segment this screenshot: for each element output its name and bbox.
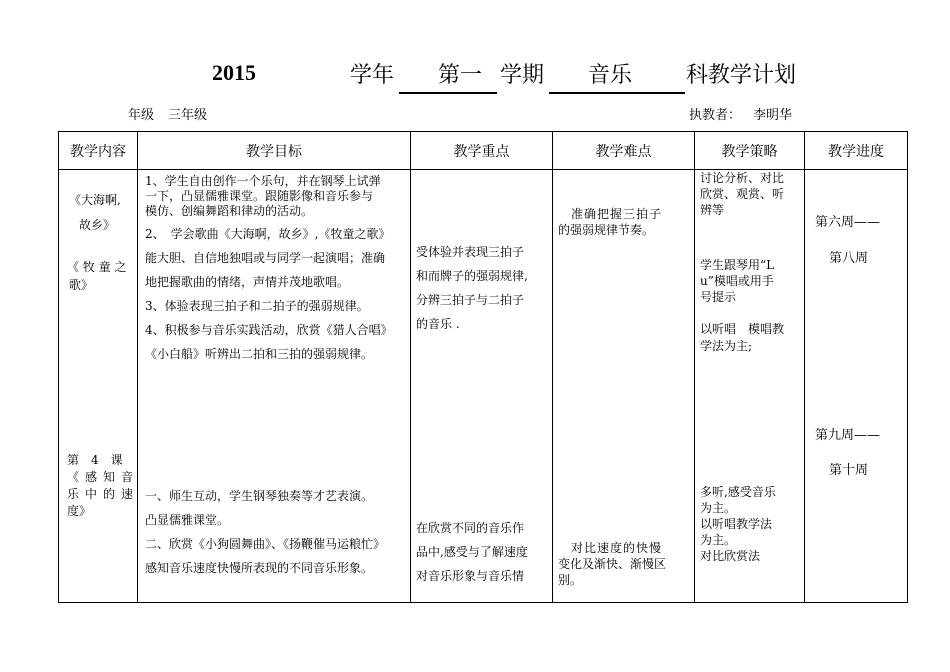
strategy1-line3: 辨等 — [700, 203, 725, 217]
strategy4-line5: 对比欣赏法 — [700, 549, 761, 563]
focus1-line1: 受体验并表现三拍子 — [416, 245, 525, 259]
grade-label: 年级 — [128, 108, 155, 123]
focus1-line3: 分辨三拍子与二拍子 — [416, 293, 525, 307]
title-subject: 音乐 — [588, 63, 633, 88]
title-suffix: 科教学计划 — [686, 63, 797, 88]
content-unit2-line1: 《 牧 童 之 — [67, 260, 127, 274]
content-unit3-line2: 《感知音 — [67, 470, 140, 484]
focus2-line2: 品中,感受与了解速度 — [416, 545, 528, 559]
teacher-name: 李明华 — [753, 108, 793, 123]
grade-value: 三年级 — [168, 108, 208, 123]
goal3: 3、体验表现三拍子和二拍子的强弱规律。 — [145, 299, 369, 313]
strategy-cell — [695, 170, 805, 603]
goal4-line1: 4、积极参与音乐实践活动，欣赏《猎人合唱》 — [145, 323, 393, 337]
teacher-label: 执教者： — [689, 108, 742, 123]
focus1-line4: 的音乐 . — [416, 317, 460, 331]
col-header-progress: 教学进度 — [805, 132, 908, 170]
strategy4-line4: 为主。 — [700, 533, 737, 547]
progress2-end: 第十周 — [829, 463, 869, 478]
strategy1-line1: 讨论分析、对比 — [700, 171, 785, 185]
goal5-line2: 凸显儒雅课堂。 — [145, 513, 230, 527]
col-header-goals: 教学目标 — [138, 132, 411, 170]
col-header-focus: 教学重点 — [411, 132, 553, 170]
strategy3-line2: 学法为主; — [700, 339, 753, 353]
difficulty2-line1: 对比速度的快慢 — [558, 541, 663, 555]
focus-cell — [411, 170, 553, 603]
goals-cell — [138, 170, 411, 603]
teaching-plan-table — [58, 131, 908, 603]
progress1-end: 第八周 — [829, 251, 869, 266]
strategy4-line2: 为主。 — [700, 501, 737, 515]
focus2-line3: 对音乐形象与音乐情 — [416, 569, 525, 583]
content-unit1-line2: 故乡》 — [79, 218, 116, 232]
title-school-year: 学年 — [350, 63, 395, 88]
goal1-line1: 1、学生自由创作一个乐句，并在钢琴上试弹 — [145, 174, 381, 188]
goal2-line3: 地把握歌曲的情绪，声情并茂地歌唱。 — [145, 275, 350, 289]
goal6-line2: 感知音乐速度快慢所表现的不同音乐形象。 — [145, 561, 374, 575]
focus1-line2: 和而牌子的强弱规律, — [416, 269, 528, 283]
table-header-row — [59, 132, 908, 170]
goal6-line1: 二、欣赏《小狗圆舞曲》、《扬鞭催马运粮忙》 — [145, 537, 386, 551]
strategy3-line1: 以听唱 模唱教 — [700, 322, 785, 336]
progress2-start: 第九周—— — [815, 428, 881, 443]
goal2-line2: 能大胆、自信地独唱或与同学一起演唱；准确 — [145, 251, 386, 265]
difficulty2-line3: 别。 — [558, 573, 583, 587]
goal1-line2: 一下，凸显儒雅课堂。跟随影像和音乐参与 — [145, 189, 374, 203]
difficulty1-line2: 的强弱规律节奏。 — [558, 223, 655, 237]
strategy4-line1: 多听,感受音乐 — [700, 485, 776, 499]
content-unit2-line2: 歌》 — [69, 278, 94, 292]
content-unit3-line1: 第 4 课 — [67, 453, 123, 467]
strategy4-line3: 以听唱教学法 — [700, 517, 773, 531]
difficulty2-line2: 变化及渐快、渐慢区 — [558, 557, 667, 571]
title-semester-suffix: 学期 — [500, 63, 545, 88]
difficulty1-line1: 准确把握三拍子 — [558, 207, 663, 221]
strategy2-line1: 学生跟琴用“L — [700, 258, 775, 272]
subject-underline — [549, 92, 685, 94]
table-row — [59, 170, 908, 603]
goal2-line1: 2、 学会歌曲《大海啊，故乡》,《牧童之歌》 — [145, 227, 391, 241]
col-header-strategy: 教学策略 — [695, 132, 805, 170]
focus2-line1: 在欣赏不同的音乐作 — [416, 521, 525, 535]
content-unit3-line4: 度》 — [67, 504, 92, 518]
goal5-line1: 一、师生互动，学生钢琴独奏等才艺表演。 — [145, 489, 374, 503]
progress1-start: 第六周—— — [815, 215, 881, 230]
strategy2-line3: 号提示 — [700, 290, 737, 304]
col-header-content: 教学内容 — [59, 132, 138, 170]
goal4-line2: 《小白船》听辨出二拍和三拍的强弱规律。 — [145, 347, 374, 361]
goal1-line3: 模仿、创编舞蹈和律动的活动。 — [145, 204, 314, 218]
content-unit3-line3: 乐中的速 — [67, 487, 140, 501]
content-cell — [59, 170, 138, 603]
strategy2-line2: u”模唱或用手 — [700, 274, 774, 288]
title-year: 2015 — [212, 60, 256, 85]
strategy1-line2: 欣赏、观赏、听 — [700, 187, 785, 201]
col-header-difficulty: 教学难点 — [553, 132, 695, 170]
semester-underline — [399, 92, 497, 94]
content-unit1-line1: 《大海啊, — [69, 193, 121, 207]
difficulty-cell — [553, 170, 695, 603]
title-semester: 第一 — [438, 63, 483, 88]
progress-cell — [805, 170, 908, 603]
